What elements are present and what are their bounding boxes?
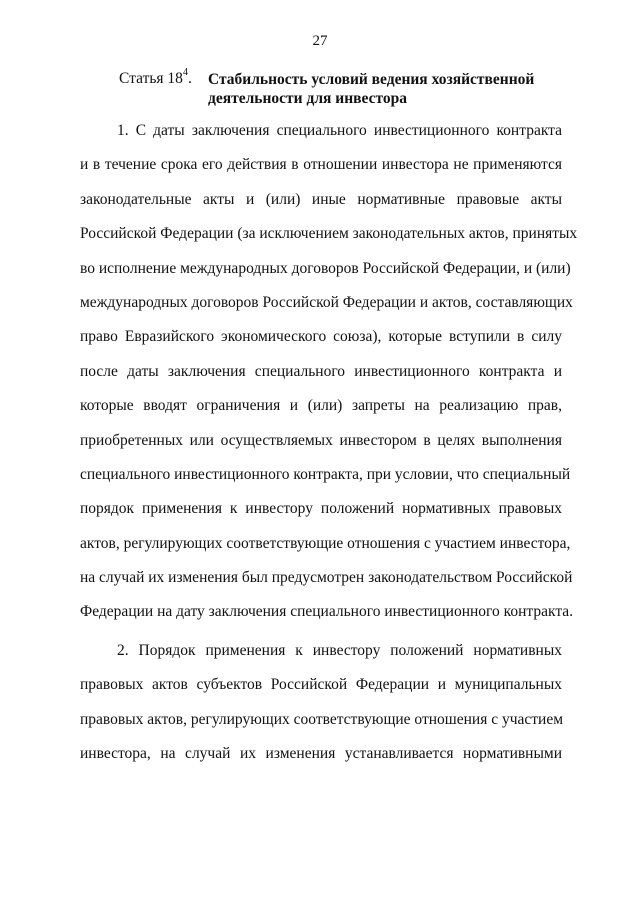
article-label-text: Статья 18	[119, 70, 183, 87]
article-label	[119, 67, 192, 88]
paragraph-1-line: Российской Федерации (за исключением законодательных актов, принятых	[80, 225, 578, 243]
paragraph-1-line: и в течение срока его действия в отношении инвестора не применяются	[80, 156, 562, 174]
paragraph-1	[80, 114, 578, 630]
paragraph-2-line: правовых актов, регулирующих соответствующие отношения с участием	[80, 710, 564, 728]
paragraph-2-line: правовых актов субъектов Российской Федерации и муниципальных	[80, 676, 562, 694]
page-number: 27	[312, 33, 328, 49]
article-title-line-2: деятельности для инвестора	[208, 90, 407, 107]
paragraph-1-line: специального инвестиционного контракта, при условии, что специальный	[80, 465, 571, 483]
paragraph-2	[80, 634, 562, 772]
paragraph-1-line: после даты заключения специального инвестиционного контракта и	[80, 362, 562, 380]
paragraph-1-line: право Евразийского экономического союза), которые вступили в силу	[80, 328, 562, 346]
paragraph-1-line: во исполнение международных договоров Российской Федерации, и (или)	[80, 259, 571, 277]
paragraph-1-line: на случай их изменения был предусмотрен законодательством Российской	[80, 569, 573, 587]
paragraph-1-line: приобретенных или осуществляемых инвестором в целях выполнения	[80, 431, 562, 449]
article-label-suffix: .	[187, 70, 192, 87]
paragraph-1-line: международных договоров Российской Федерации и актов, составляющих	[80, 293, 573, 311]
paragraph-2-line: 2. Порядок применения к инвестору положений нормативных	[117, 642, 562, 659]
article-title-line-1: Стабильность условий ведения хозяйственной	[208, 71, 535, 88]
paragraph-1-line: законодательные акты и (или) иные нормативные правовые акты	[80, 190, 562, 208]
paragraph-1-line: которые вводят ограничения и (или) запреты на реализацию прав,	[80, 397, 562, 415]
article-title	[208, 70, 538, 108]
paragraph-1-line: 1. С даты заключения специального инвестиционного контракта	[117, 122, 562, 139]
paragraph-2-line: инвестора, на случай их изменения устанавливается нормативными	[80, 745, 562, 763]
paragraph-1-line: порядок применения к инвестору положений нормативных правовых	[80, 500, 562, 518]
paragraph-1-line: актов, регулирующих соответствующие отношения с участием инвестора,	[80, 534, 571, 552]
article-label-sup: 4	[182, 67, 188, 78]
paragraph-1-line: Федерации на дату заключения специального инвестиционного контракта.	[80, 603, 574, 621]
